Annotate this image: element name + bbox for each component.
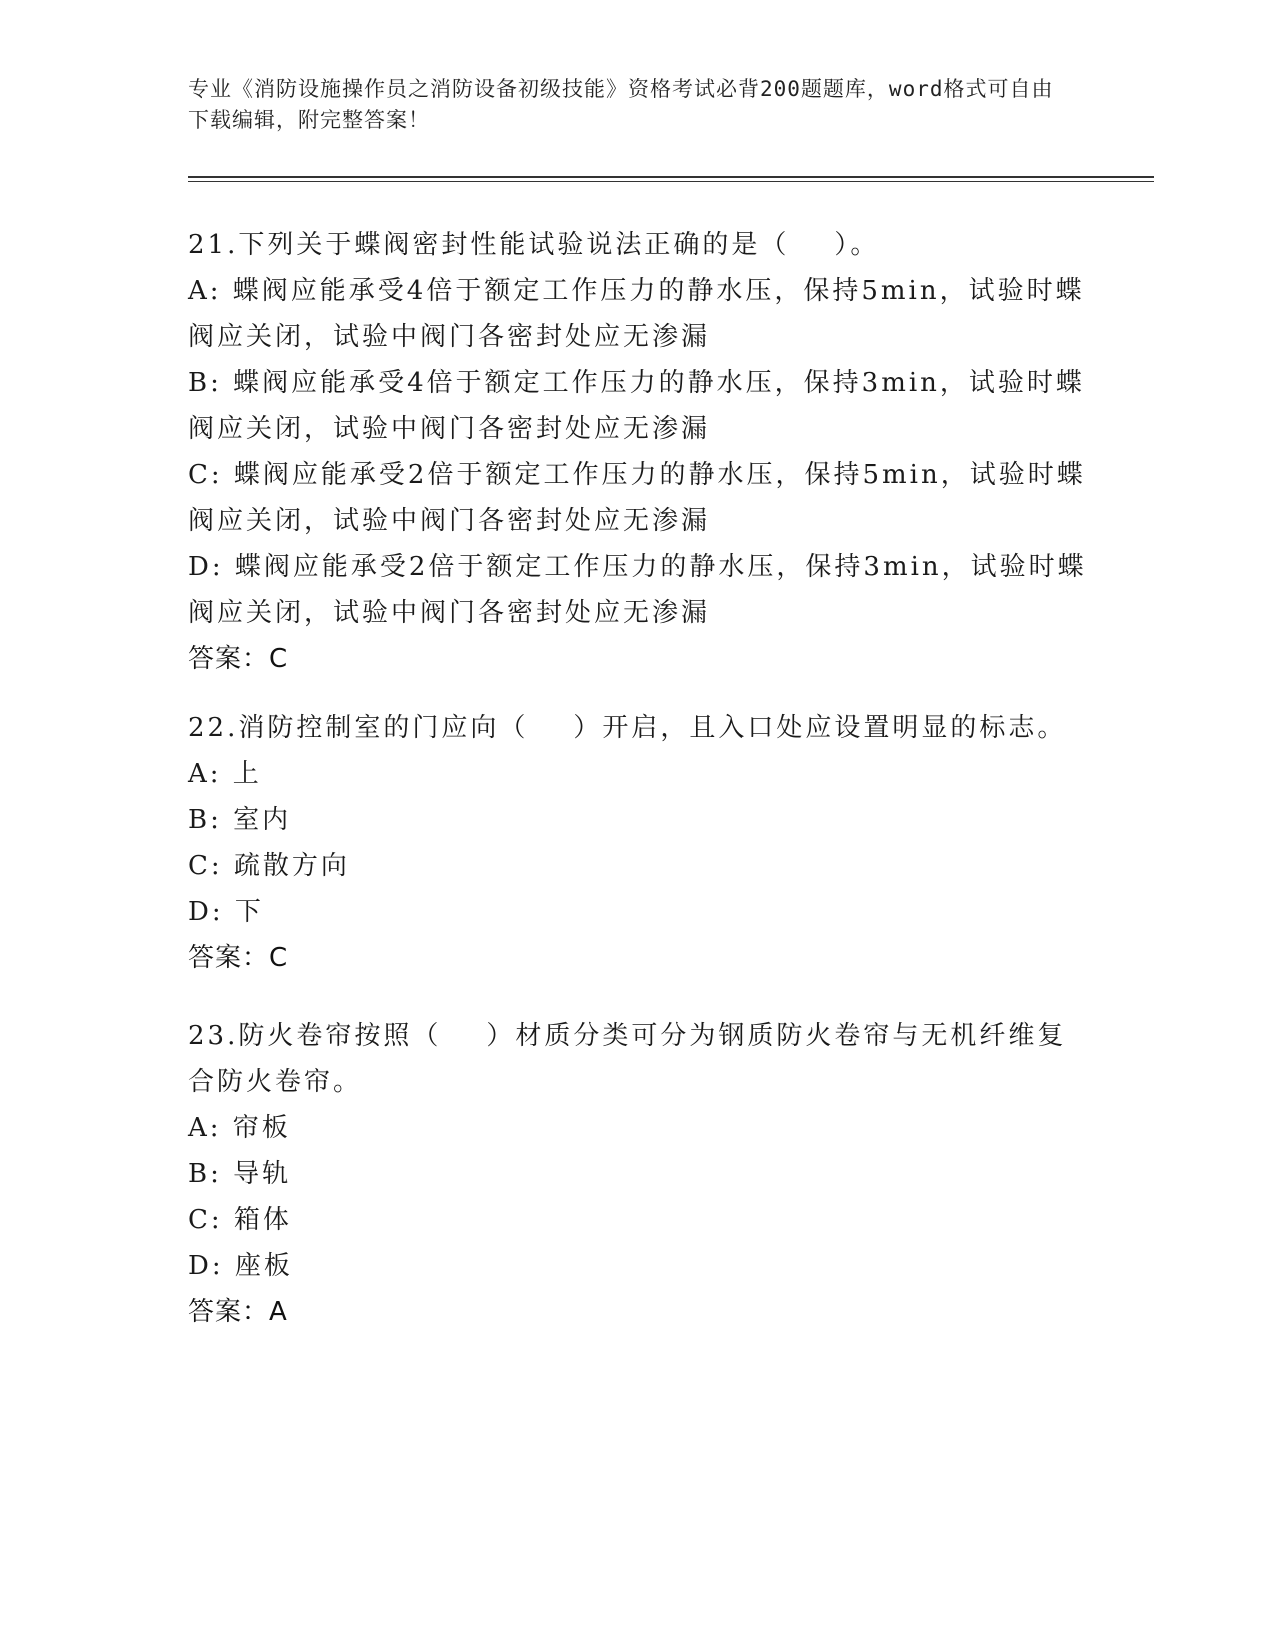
- header-divider-thin: [188, 181, 1154, 182]
- option-b: B: 室内: [188, 805, 292, 835]
- question-23: [188, 1013, 1088, 1335]
- option-c: C: 蝶阀应能承受2倍于额定工作压力的静水压，保持5min，试验时蝶阀应关闭，试验中阀门各密封处应无渗漏: [188, 460, 1086, 536]
- option-a: A: 上: [188, 759, 262, 789]
- option-a: A: 帘板: [188, 1113, 291, 1143]
- answer: 答案：A: [188, 1297, 288, 1327]
- option-a: A: 蝶阀应能承受4倍于额定工作压力的静水压，保持5min，试验时蝶阀应关闭，试验中阀门各密封处应无渗漏: [188, 276, 1085, 352]
- option-b: B: 蝶阀应能承受4倍于额定工作压力的静水压，保持3min，试验时蝶阀应关闭，试验中阀门各密封处应无渗漏: [188, 368, 1085, 444]
- question-22: [188, 705, 1088, 981]
- option-c: C: 疏散方向: [188, 851, 350, 881]
- document-header: 专业《消防设施操作员之消防设备初级技能》资格考试必背200题题库，word格式可自由下载编辑，附完整答案！: [188, 77, 1054, 132]
- question-stem: 22.消防控制室的门应向（ ）开启，且入口处应设置明显的标志。: [188, 713, 1067, 743]
- option-d: D: 蝶阀应能承受2倍于额定工作压力的静水压，保持3min，试验时蝶阀应关闭，试验中阀门各密封处应无渗漏: [188, 552, 1087, 628]
- question-stem: 21.下列关于蝶阀密封性能试验说法正确的是（ ）。: [188, 230, 880, 260]
- answer: 答案：C: [188, 644, 289, 674]
- option-c: C: 箱体: [188, 1205, 292, 1235]
- option-d: D: 座板: [188, 1251, 293, 1281]
- option-b: B: 导轨: [188, 1159, 292, 1189]
- answer: 答案：C: [188, 943, 289, 973]
- option-d: D: 下: [188, 897, 264, 927]
- header-divider-thick: [188, 176, 1154, 178]
- question-stem: 23.防火卷帘按照（ ）材质分类可分为钢质防火卷帘与无机纤维复合防火卷帘。: [188, 1021, 1067, 1097]
- question-21: [188, 222, 1088, 682]
